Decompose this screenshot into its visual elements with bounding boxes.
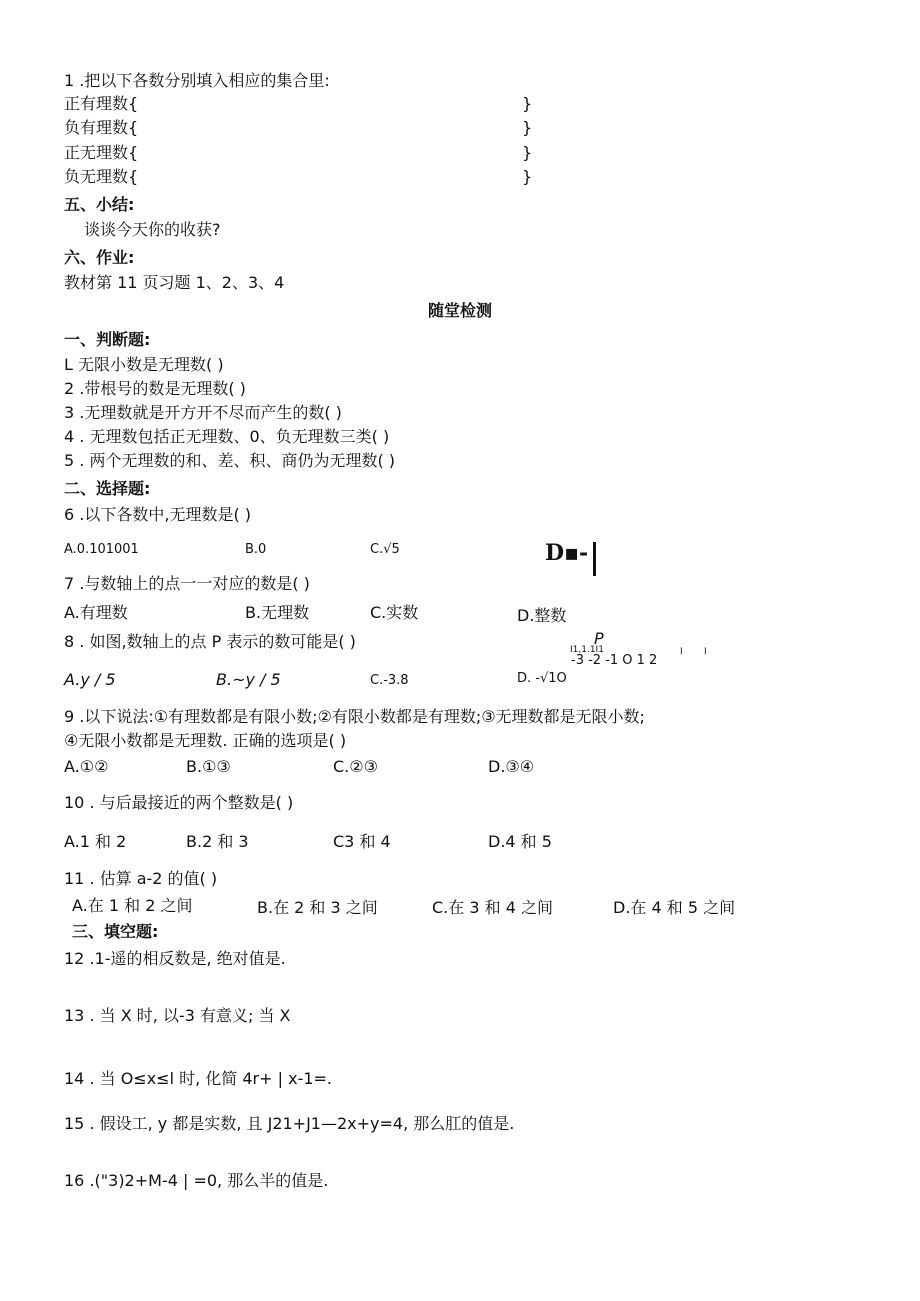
q9-option-a: A.①② — [64, 757, 109, 776]
q11-stem: 11 . 估算 a-2 的值( ) — [64, 869, 218, 888]
q7-option-b: B.无理数 — [245, 603, 310, 622]
q7-stem: 7 .与数轴上的点一一对应的数是( ) — [64, 574, 310, 593]
q9-option-c: C.②③ — [333, 757, 378, 776]
set-negative-irrational-label: 负无理数{ — [64, 167, 139, 186]
quiz-title: 随堂检测 — [428, 301, 493, 320]
q8-axis-numbers: -3 -2 -1 O 1 2 — [571, 653, 658, 668]
q6-option-d: D▪- — [545, 540, 589, 566]
q9-option-d: D.③④ — [488, 757, 535, 776]
q9-option-b: B.①③ — [186, 757, 231, 776]
fill-heading: 三、填空题: — [72, 922, 159, 941]
q8-axis-point-p: P — [594, 629, 604, 648]
set-positive-rational-close: } — [522, 94, 533, 113]
q11-option-a: A.在 1 和 2 之间 — [72, 896, 193, 915]
judge-heading: 一、判断题: — [64, 330, 151, 349]
q6-option-b: B.0 — [245, 542, 267, 557]
q8-axis-mark-2: I — [704, 647, 707, 657]
q6-option-a: A.0.101001 — [64, 542, 139, 557]
fill-item-16: 16 .("3)2+M-4 | =0, 那么半的值是. — [64, 1171, 329, 1190]
q9-stem-line-1: 9 .以下说法:①有理数都是有限小数;②有限小数都是有理数;③无理数都是无限小数; — [64, 707, 645, 726]
q8-option-a: A.y / 5 — [64, 670, 116, 689]
q7-option-d: D.整数 — [517, 606, 567, 625]
q8-option-b: B.~y / 5 — [216, 670, 281, 689]
q10-option-d: D.4 和 5 — [488, 832, 552, 851]
fill-item-14: 14 . 当 O≤x≤l 时, 化简 4r+ | x-1=. — [64, 1069, 333, 1088]
judge-item-3: 3 .无理数就是开方开不尽而产生的数( ) — [64, 403, 342, 422]
set-negative-irrational-close: } — [522, 167, 533, 186]
q10-option-c: C3 和 4 — [333, 832, 391, 851]
choice-heading: 二、选择题: — [64, 479, 151, 498]
q8-stem: 8 . 如图,数轴上的点 P 表示的数可能是( ) — [64, 632, 356, 651]
q7-option-a: A.有理数 — [64, 603, 128, 622]
homework-text: 教材第 11 页习题 1、2、3、4 — [64, 273, 285, 292]
q10-stem: 10 . 与后最接近的两个整数是( ) — [64, 793, 294, 812]
q6-option-d-bar — [593, 542, 596, 576]
set-positive-irrational-close: } — [522, 143, 533, 162]
fill-item-13: 13 . 当 X 时, 以-3 有意义; 当 X — [64, 1006, 291, 1025]
q10-option-a: A.1 和 2 — [64, 832, 127, 851]
summary-text: 谈谈今天你的收获? — [84, 220, 221, 239]
q6-option-c: C.√5 — [370, 542, 400, 557]
set-negative-rational-close: } — [522, 118, 533, 137]
q10-option-b: B.2 和 3 — [186, 832, 249, 851]
judge-item-4: 4 . 无理数包括正无理数、0、负无理数三类( ) — [64, 427, 390, 446]
judge-item-1: L 无限小数是无理数( ) — [64, 355, 224, 374]
q8-option-c: C.-3.8 — [370, 673, 409, 688]
q8-option-d: D. -√1O — [517, 671, 567, 686]
set-negative-rational-label: 负有理数{ — [64, 118, 139, 137]
q8-axis-ticks: I1,1.1I1 — [570, 645, 604, 655]
fill-item-15: 15 . 假设工, y 都是实数, 且 J21+J1—2x+y=4, 那么肛的值是. — [64, 1114, 515, 1133]
sets-instruction: 1 .把以下各数分别填入相应的集合里: — [64, 71, 330, 90]
q11-option-b: B.在 2 和 3 之间 — [257, 898, 378, 917]
judge-item-2: 2 .带根号的数是无理数( ) — [64, 379, 246, 398]
set-positive-rational-label: 正有理数{ — [64, 94, 139, 113]
homework-heading: 六、作业: — [64, 248, 135, 267]
q9-stem-line-2: ④无限小数都是无理数. 正确的选项是( ) — [64, 731, 347, 750]
judge-item-5: 5 . 两个无理数的和、差、积、商仍为无理数( ) — [64, 451, 396, 470]
q6-stem: 6 .以下各数中,无理数是( ) — [64, 505, 252, 524]
q11-option-c: C.在 3 和 4 之间 — [432, 898, 553, 917]
q11-option-d: D.在 4 和 5 之间 — [613, 898, 736, 917]
q7-option-c: C.实数 — [370, 603, 419, 622]
set-positive-irrational-label: 正无理数{ — [64, 143, 139, 162]
q8-axis-mark-1: I — [680, 647, 683, 657]
summary-heading: 五、小结: — [64, 195, 135, 214]
fill-item-12: 12 .1-遥的相反数是, 绝对值是. — [64, 949, 286, 968]
